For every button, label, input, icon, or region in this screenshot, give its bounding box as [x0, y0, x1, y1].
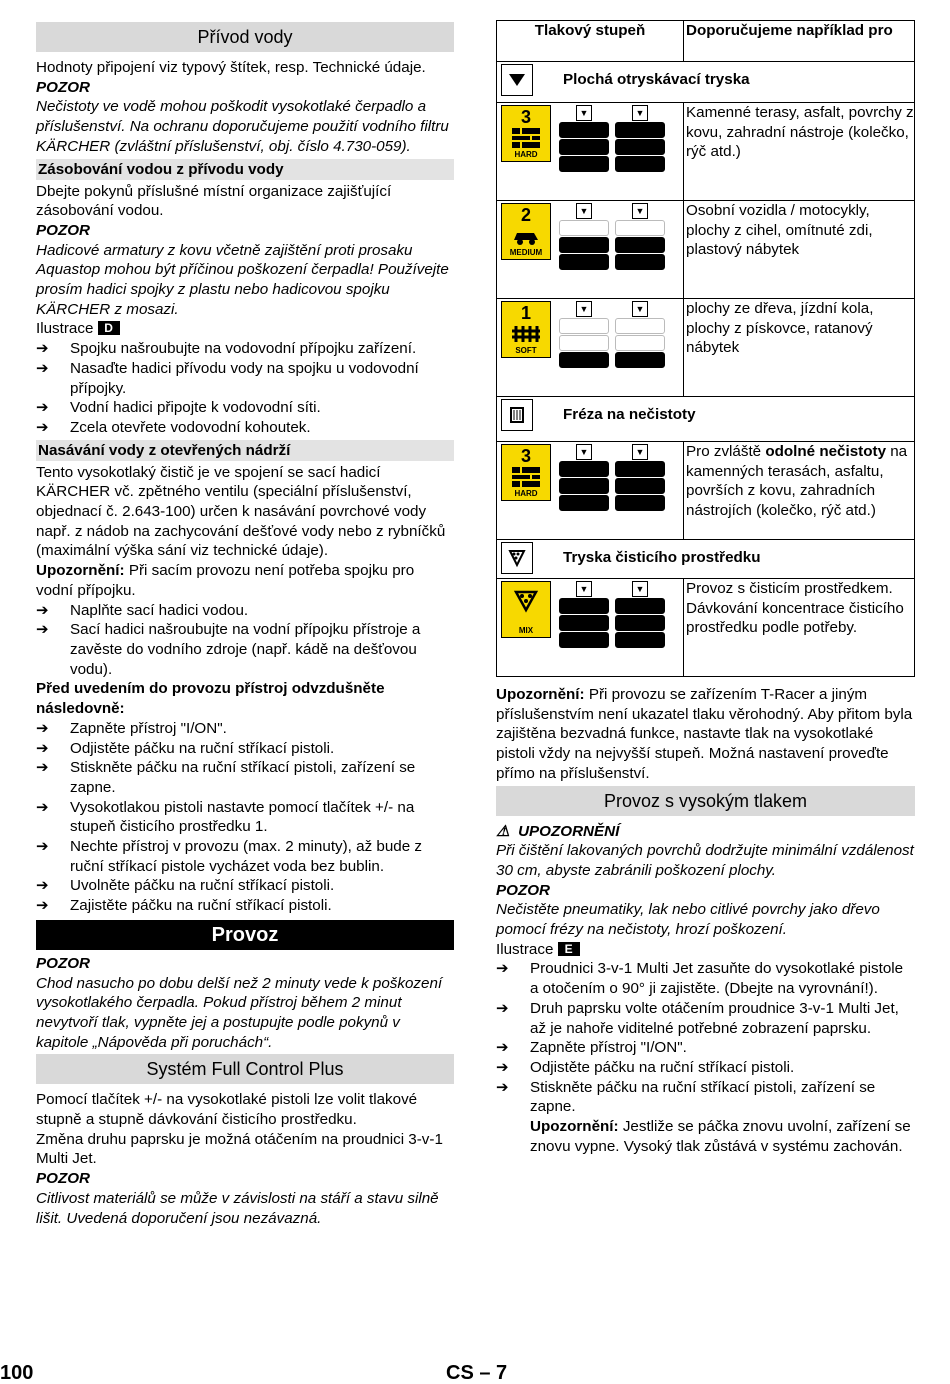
arrow-icon: ➔: [36, 340, 49, 358]
list-item: ➔ Nasaďte hadici přívodu vody na spojku u vodovodní přípojky.: [36, 359, 419, 397]
left-column: [36, 20, 454, 1228]
caution-text: Hadicové armatury z kovu včetně zajištění proti prosaku Aquastop mohou být příčinou poškození čerpadla! Používejte prosím hadici spojky z plastu nebo hadicovou spojku KÄRCHER z mosazi.: [36, 241, 449, 318]
arrow-icon: ➔: [36, 359, 49, 377]
table-header: [497, 21, 915, 62]
nozzle-label: Tryska čisticího prostředku: [563, 549, 761, 567]
recommendation-cell: plochy ze dřeva, jízdní kola, plochy z pískovce, ratanový nábytek: [684, 299, 915, 397]
note: Upozornění: Při sacím provozu není potřeba spojku pro vodní přípojku.: [36, 562, 415, 599]
subsection-title-mains: Zásobování vodou z přívodu vody: [36, 159, 454, 180]
paragraph: Tento vysokotlaký čistič je ve spojení se sací hadicí KÄRCHER vč. zpětného ventilu (speciální příslušenství, objednací č. 2.643-100) určen k nasávání povrchové vody např. z nádob na zachycování dešťové vody nebo z rybníčků (maximální výška sání viz technické údaje).: [36, 463, 446, 560]
arrow-icon: ➔: [36, 798, 49, 816]
arrow-icon: ➔: [36, 399, 49, 417]
step-list-mains: [36, 339, 454, 438]
recommendation-cell: Osobní vozidla / motocykly, plochy z cihel, omítnuté zdi, plastový nábytek: [684, 201, 915, 299]
flat-nozzle-icon: ▼: [632, 301, 648, 317]
flat-nozzle-icon: ▼: [632, 105, 648, 121]
flat-nozzle-icon: ▼: [632, 203, 648, 219]
table-row: [497, 62, 915, 103]
caution-label: POZOR: [36, 954, 91, 972]
list-item: ➔ Uvolněte páčku na ruční stříkací pistoli.: [36, 877, 335, 895]
arrow-icon: ➔: [36, 719, 49, 737]
dirt-blaster-icon: [501, 399, 533, 431]
section-marker: CS – 7: [446, 1362, 508, 1384]
step-list-suction: [36, 601, 454, 680]
list-item: ➔ Zcela otevřete vodovodní kohoutek.: [36, 418, 311, 436]
header-pressure-level: Tlakový stupeň: [497, 21, 684, 62]
detergent-nozzle-icon: ▼: [576, 581, 592, 597]
dirt-blaster-icon: ▼: [632, 444, 648, 460]
dirt-blaster-icon: ▼: [576, 444, 592, 460]
paragraph: Pomocí tlačítek +/- na vysokotlaké pistoli lze volit tlakové stupně a stupně dávkování čisticího prostředku.: [36, 1091, 418, 1129]
step-list-high-pressure: [496, 959, 915, 1117]
caution-label: POZOR: [496, 881, 551, 899]
list-item: ➔ Spojku našroubujte na vodovodní přípojku zařízení.: [36, 340, 417, 358]
arrow-icon: ➔: [36, 838, 49, 856]
recommendation-cell: Kamenné terasy, asfalt, povrchy z kovu, zahradní nástroje (kolečko, rýč atd.): [684, 103, 915, 201]
list-item: ➔ Zajistěte páčku na ruční stříkací pistoli.: [36, 897, 332, 915]
caution-label: POZOR: [36, 221, 91, 239]
arrow-icon: ➔: [496, 1058, 509, 1076]
flat-nozzle-icon: ▼: [576, 105, 592, 121]
list-item: ➔ Naplňte sací hadici vodou.: [36, 601, 249, 619]
illustration-letter: E: [558, 942, 580, 956]
hard-badge: 3 HARD: [501, 105, 551, 162]
caution-text: Chod nasucho po dobu delší než 2 minuty vede k poškození vysokotlakého čerpadla. Pokud přístroj během 2 minut nevytvoří tlak, vypněte jej a postupujte podle pokynů v kapitole „Nápověda při poruchách“.: [36, 974, 443, 1051]
nozzle-label: Fréza na nečistoty: [563, 406, 696, 424]
illustration-ref: Ilustrace D: [36, 319, 454, 339]
level-indicator: [555, 103, 669, 174]
paragraph: Hodnoty připojení viz typový štítek, resp. Technické údaje.: [36, 59, 426, 76]
list-item: ➔ Proudnici 3-v-1 Multi Jet zasuňte do vysokotlaké pistole a otočením o 90° ji zajistěte. (Dbejte na vyrovnání!).: [496, 960, 904, 998]
page-number: 100: [0, 1362, 34, 1384]
arrow-icon: ➔: [36, 621, 49, 639]
level-indicator: [555, 299, 669, 370]
arrow-icon: ➔: [36, 877, 49, 895]
list-item: ➔ Odjistěte páčku na ruční stříkací pistoli.: [496, 1058, 795, 1076]
caution-text: Nečistoty ve vodě mohou poškodit vysokotlaké čerpadlo a příslušenství. Na ochranu doporučujeme použití vodního filtru KÄRCHER (zvláštní příslušenství, obj. číslo 4.730-059).: [36, 98, 449, 155]
section-title-high-pressure: Provoz s vysokým tlakem: [496, 786, 915, 816]
paragraph: Dbejte pokynů příslušné místní organizace zajišťující zásobování vodou.: [36, 182, 392, 220]
arrow-icon: ➔: [496, 960, 509, 978]
warning-icon: ⚠: [496, 822, 510, 840]
mix-badge: MIX: [501, 581, 551, 638]
table-row: [497, 442, 915, 540]
recommendation-cell: Provoz s čisticím prostředkem. Dávkování koncentrace čisticího prostředku podle potřeby.: [684, 579, 915, 677]
level-indicator: [555, 442, 669, 513]
list-item: ➔ Druh paprsku volte otáčením proudnice 3-v-1 Multi Jet, až je nahoře viditelné potřebné zobrazení paprsku.: [496, 999, 899, 1037]
table-row: [497, 579, 915, 677]
table-row: [497, 397, 915, 442]
recommendation-cell: Pro zvláště odolné nečistoty na kamenných terasách, asfaltu, površích z kovu, zahradních nástrojích (kolečko, rýč atd.): [684, 442, 915, 540]
illustration-letter: D: [98, 321, 120, 335]
caution-label: POZOR: [36, 78, 91, 96]
bold-instruction: Před uvedením do provozu přístroj odvzdušněte následovně:: [36, 680, 385, 718]
table-row: [497, 540, 915, 579]
flat-nozzle-icon: ▼: [576, 203, 592, 219]
list-item: ➔ Stiskněte páčku na ruční stříkací pistoli, zařízení se zapne.: [496, 1078, 876, 1116]
subsection-title-open-containers: Nasávání vody z otevřených nádrží: [36, 440, 454, 461]
section-title-full-control: Systém Full Control Plus: [36, 1054, 454, 1084]
arrow-icon: ➔: [36, 418, 49, 436]
list-item: ➔ Vysokotlakou pistoli nastavte pomocí tlačítek +/- na stupeň čisticího prostředku 1.: [36, 798, 415, 836]
list-item: ➔ Zapněte přístroj "I/ON".: [36, 719, 227, 737]
pressure-table: [496, 20, 915, 677]
note: Upozornění: Jestliže se páčka znovu uvolní, zařízení se znovu vypne. Vysoký tlak zůstává v systému zachován.: [530, 1118, 911, 1155]
table-row: [497, 103, 915, 201]
level-indicator: [555, 579, 669, 650]
list-item: ➔ Vodní hadici připojte k vodovodní síti.: [36, 399, 321, 417]
flat-nozzle-icon: [501, 64, 533, 96]
detergent-nozzle-icon: ▼: [632, 581, 648, 597]
section-title-operation: Provoz: [36, 920, 454, 950]
nozzle-label: Plochá otryskávací tryska: [563, 71, 750, 89]
detergent-nozzle-icon: [501, 542, 533, 574]
arrow-icon: ➔: [36, 601, 49, 619]
list-item: ➔ Sací hadici našroubujte na vodní přípojku přístroje a zavěste do vodního zdroje (např. kádě na dešťovou vodu).: [36, 621, 421, 678]
medium-badge: 2 MEDIUM: [501, 203, 551, 260]
table-row: [497, 299, 915, 397]
arrow-icon: ➔: [36, 759, 49, 777]
warning-label: ⚠ UPOZORNĚNÍ: [496, 822, 620, 840]
section-title-water-supply: Přívod vody: [36, 22, 454, 52]
hard-badge: 3 HARD: [501, 444, 551, 501]
step-list-venting: [36, 719, 454, 916]
caution-label: POZOR: [36, 1170, 91, 1188]
arrow-icon: ➔: [496, 1039, 509, 1057]
list-item: ➔ Odjistěte páčku na ruční stříkací pistoli.: [36, 739, 335, 757]
caution-text: Citlivost materiálů se může v závislosti na stáří a stavu silně lišit. Uvedená doporučení jsou nezávazná.: [36, 1189, 439, 1227]
soft-badge: 1 SOFT: [501, 301, 551, 358]
arrow-icon: ➔: [36, 739, 49, 757]
level-indicator: [555, 201, 669, 272]
arrow-icon: ➔: [496, 1078, 509, 1096]
note: Upozornění: Při provozu se zařízením T-Racer a jiným příslušenstvím není ukazatel tlaku věrohodný. Aby přitom byla zajištěna bezvadná funkce, nastavte tlak na vysokotlaké pistoli vždy na nejvyšší stupeň. Možná nastavení proveďte přímo na příslušenství.: [496, 686, 913, 782]
arrow-icon: ➔: [36, 897, 49, 915]
illustration-ref: Ilustrace E: [496, 940, 915, 960]
header-recommended: Doporučujeme například pro: [684, 21, 915, 62]
list-item: ➔ Nechte přístroj v provozu (max. 2 minuty), až bude z ruční stříkací pistole vycházet voda bez bublin.: [36, 838, 422, 875]
flat-nozzle-icon: ▼: [576, 301, 592, 317]
paragraph: Změna druhu paprsku je možná otáčením na proudnici 3-v-1 Multi Jet.: [36, 1130, 443, 1168]
caution-text: Nečistěte pneumatiky, lak nebo citlivé povrchy jako dřevo pomocí frézy na nečistoty, hrozí poškození.: [496, 901, 880, 939]
list-item: ➔ Zapněte přístroj "I/ON".: [496, 1039, 687, 1057]
right-column: [496, 0, 915, 1156]
table-row: [497, 201, 915, 299]
list-item: ➔ Stiskněte páčku na ruční stříkací pistoli, zařízení se zapne.: [36, 759, 416, 796]
warning-text: Při čištění lakovaných povrchů dodržujte minimální vzdálenost 30 cm, abyste zabránili poškození plochy.: [496, 842, 914, 879]
arrow-icon: ➔: [496, 999, 509, 1017]
